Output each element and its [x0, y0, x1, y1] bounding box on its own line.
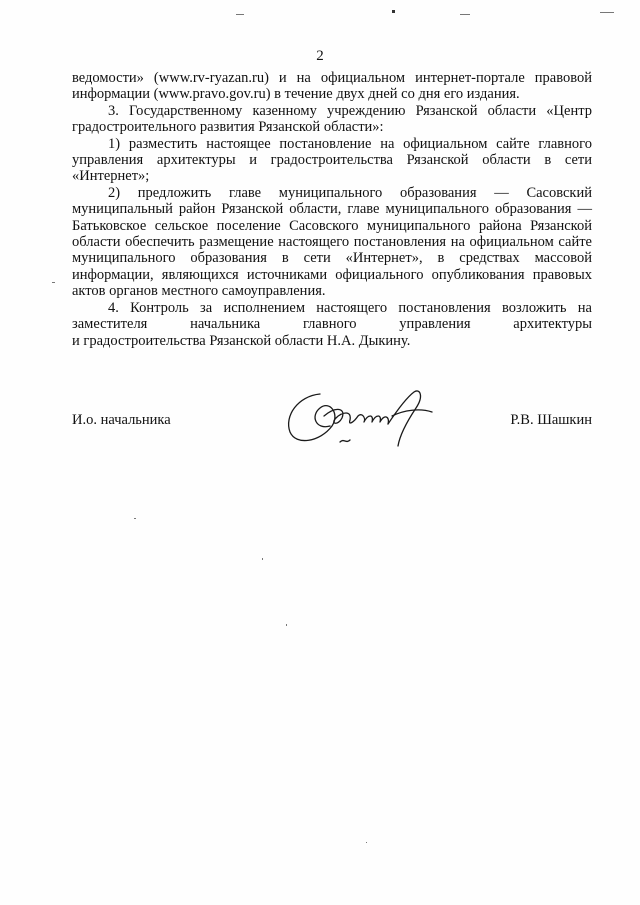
paragraph-item-4-end: и градостроительства Рязанской области Н.А. Дыкину.: [72, 332, 411, 349]
handwritten-signature: [280, 386, 450, 456]
paragraph-item-3-1: 1) разместить настоящее постановление на официальном сайте главного управления архитектуры и градостроительства Рязанской области в сети «Интернет»;: [72, 135, 592, 185]
paragraph-publication-continued: ведомости» (www.rv-ryazan.ru) и на официальном интернет-портале правовой информации (www.pravo.gov.ru) в течение двух дней со дня его издания.: [72, 70, 592, 103]
signatory-name: Р.В. Шашкин: [510, 412, 592, 428]
paragraph-item-4: 4. Контроль за исполнением настоящего постановления возложить на заместителя начальника главного управления архитектуры: [72, 299, 592, 333]
document-body: [72, 70, 592, 349]
signature-block: [72, 396, 592, 456]
page-number: 2: [316, 48, 324, 64]
signatory-position: И.о. начальника: [72, 412, 171, 428]
paragraph-item-3: 3. Государственному казенному учреждению Рязанской области «Центр градостроительного развития Рязанской области»:: [72, 102, 592, 136]
paragraph-item-3-2: 2) предложить главе муниципального образования — Сасовский муниципальный район Рязанской области, главе муниципального образования — Батьковское сельское поселение Сасовского муниципального района Рязанской области обеспечить размещение настоящего постановления на официальном сайте муниципального образования в сети «Интернет», в средствах массовой информации, являющихся источниками официального опубликования правовых актов органов местного самоуправления.: [72, 184, 592, 300]
